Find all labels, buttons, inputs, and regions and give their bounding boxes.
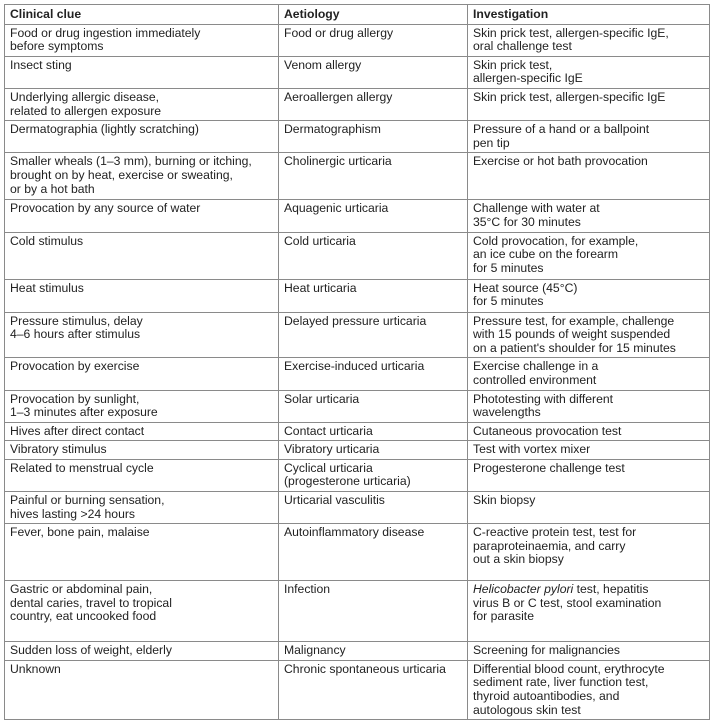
clue-cell: Food or drug ingestion immediately before symptoms	[5, 24, 279, 56]
investigation-cell: Cold provocation, for example, an ice cube on the forearm for 5 minutes	[468, 232, 710, 279]
clue-cell: Dermatographia (lightly scratching)	[5, 121, 279, 153]
aetiology-cell: Heat urticaria	[279, 279, 468, 312]
investigation-cell: Phototesting with different wavelengths	[468, 390, 710, 422]
investigation-cell: Skin biopsy	[468, 492, 710, 524]
clue-cell: Hives after direct contact	[5, 422, 279, 441]
clue-cell: Fever, bone pain, malaise	[5, 524, 279, 581]
investigation-cell: Skin prick test, allergen-specific IgE	[468, 56, 710, 88]
table-row	[5, 422, 710, 441]
investigation-cell: Exercise challenge in a controlled environment	[468, 358, 710, 390]
aetiology-cell: Malignancy	[279, 642, 468, 661]
investigation-cell: Test with vortex mixer	[468, 441, 710, 460]
aetiology-cell: Solar urticaria	[279, 390, 468, 422]
investigation-cell	[468, 581, 710, 642]
investigation-cell: Skin prick test, allergen-specific IgE	[468, 88, 710, 120]
table-row	[5, 24, 710, 56]
investigation-cell: Pressure of a hand or a ballpoint pen tip	[468, 121, 710, 153]
clue-cell: Related to menstrual cycle	[5, 459, 279, 491]
investigation-cell: Screening for malignancies	[468, 642, 710, 661]
table-row	[5, 88, 710, 120]
table-row	[5, 56, 710, 88]
investigation-cell: Differential blood count, erythrocyte sediment rate, liver function test, thyroid autoantibodies, and autologous skin test	[468, 660, 710, 719]
table-row	[5, 279, 710, 312]
aetiology-cell: Autoinflammatory disease	[279, 524, 468, 581]
investigation-cell: Heat source (45°C) for 5 minutes	[468, 279, 710, 312]
header-investigation: Investigation	[468, 5, 710, 25]
aetiology-cell: Urticarial vasculitis	[279, 492, 468, 524]
table-row	[5, 441, 710, 460]
aetiology-cell: Food or drug allergy	[279, 24, 468, 56]
table-row	[5, 312, 710, 358]
clue-cell: Vibratory stimulus	[5, 441, 279, 460]
table-row	[5, 390, 710, 422]
clue-cell: Provocation by any source of water	[5, 200, 279, 232]
aetiology-cell: Exercise-induced urticaria	[279, 358, 468, 390]
table-row	[5, 232, 710, 279]
aetiology-cell: Cyclical urticaria (progesterone urticaria)	[279, 459, 468, 491]
clue-cell: Unknown	[5, 660, 279, 719]
table-row	[5, 581, 710, 642]
investigation-text: test, hepatitis virus B or C test, stool examination for parasite	[473, 582, 662, 624]
table-row	[5, 492, 710, 524]
aetiology-cell: Cold urticaria	[279, 232, 468, 279]
table-row	[5, 524, 710, 581]
investigation-italic-term: Helicobacter pylori	[473, 582, 574, 597]
table-row	[5, 642, 710, 661]
investigation-cell: Cutaneous provocation test	[468, 422, 710, 441]
clue-cell: Pressure stimulus, delay 4–6 hours after stimulus	[5, 312, 279, 358]
table-row	[5, 358, 710, 390]
aetiology-cell: Dermatographism	[279, 121, 468, 153]
table-row	[5, 121, 710, 153]
clue-cell: Insect sting	[5, 56, 279, 88]
clue-cell: Heat stimulus	[5, 279, 279, 312]
investigation-cell: Challenge with water at 35°C for 30 minutes	[468, 200, 710, 232]
table-row	[5, 153, 710, 200]
investigation-cell: Pressure test, for example, challenge with 15 pounds of weight suspended on a patient's shoulder for 15 minutes	[468, 312, 710, 358]
clue-cell: Underlying allergic disease, related to allergen exposure	[5, 88, 279, 120]
header-row	[5, 5, 710, 25]
clue-cell: Painful or burning sensation, hives lasting >24 hours	[5, 492, 279, 524]
investigation-cell: C-reactive protein test, test for paraproteinaemia, and carry out a skin biopsy	[468, 524, 710, 581]
urticaria-table	[4, 4, 710, 720]
investigation-cell: Skin prick test, allergen-specific IgE, oral challenge test	[468, 24, 710, 56]
clue-cell: Gastric or abdominal pain, dental caries, travel to tropical country, eat uncooked food	[5, 581, 279, 642]
clue-cell: Provocation by exercise	[5, 358, 279, 390]
clue-cell: Cold stimulus	[5, 232, 279, 279]
aetiology-cell: Infection	[279, 581, 468, 642]
investigation-cell: Progesterone challenge test	[468, 459, 710, 491]
clue-cell: Smaller wheals (1–3 mm), burning or itching, brought on by heat, exercise or sweating, or by a hot bath	[5, 153, 279, 200]
aetiology-cell: Aquagenic urticaria	[279, 200, 468, 232]
aetiology-cell: Vibratory urticaria	[279, 441, 468, 460]
table-row	[5, 660, 710, 719]
clue-cell: Provocation by sunlight, 1–3 minutes after exposure	[5, 390, 279, 422]
header-aetiology: Aetiology	[279, 5, 468, 25]
aetiology-cell: Venom allergy	[279, 56, 468, 88]
clue-cell: Sudden loss of weight, elderly	[5, 642, 279, 661]
aetiology-cell: Chronic spontaneous urticaria	[279, 660, 468, 719]
investigation-cell: Exercise or hot bath provocation	[468, 153, 710, 200]
aetiology-cell: Delayed pressure urticaria	[279, 312, 468, 358]
table-row	[5, 200, 710, 232]
table-row	[5, 459, 710, 491]
aetiology-cell: Contact urticaria	[279, 422, 468, 441]
aetiology-cell: Cholinergic urticaria	[279, 153, 468, 200]
header-clinical-clue: Clinical clue	[5, 5, 279, 25]
aetiology-cell: Aeroallergen allergy	[279, 88, 468, 120]
